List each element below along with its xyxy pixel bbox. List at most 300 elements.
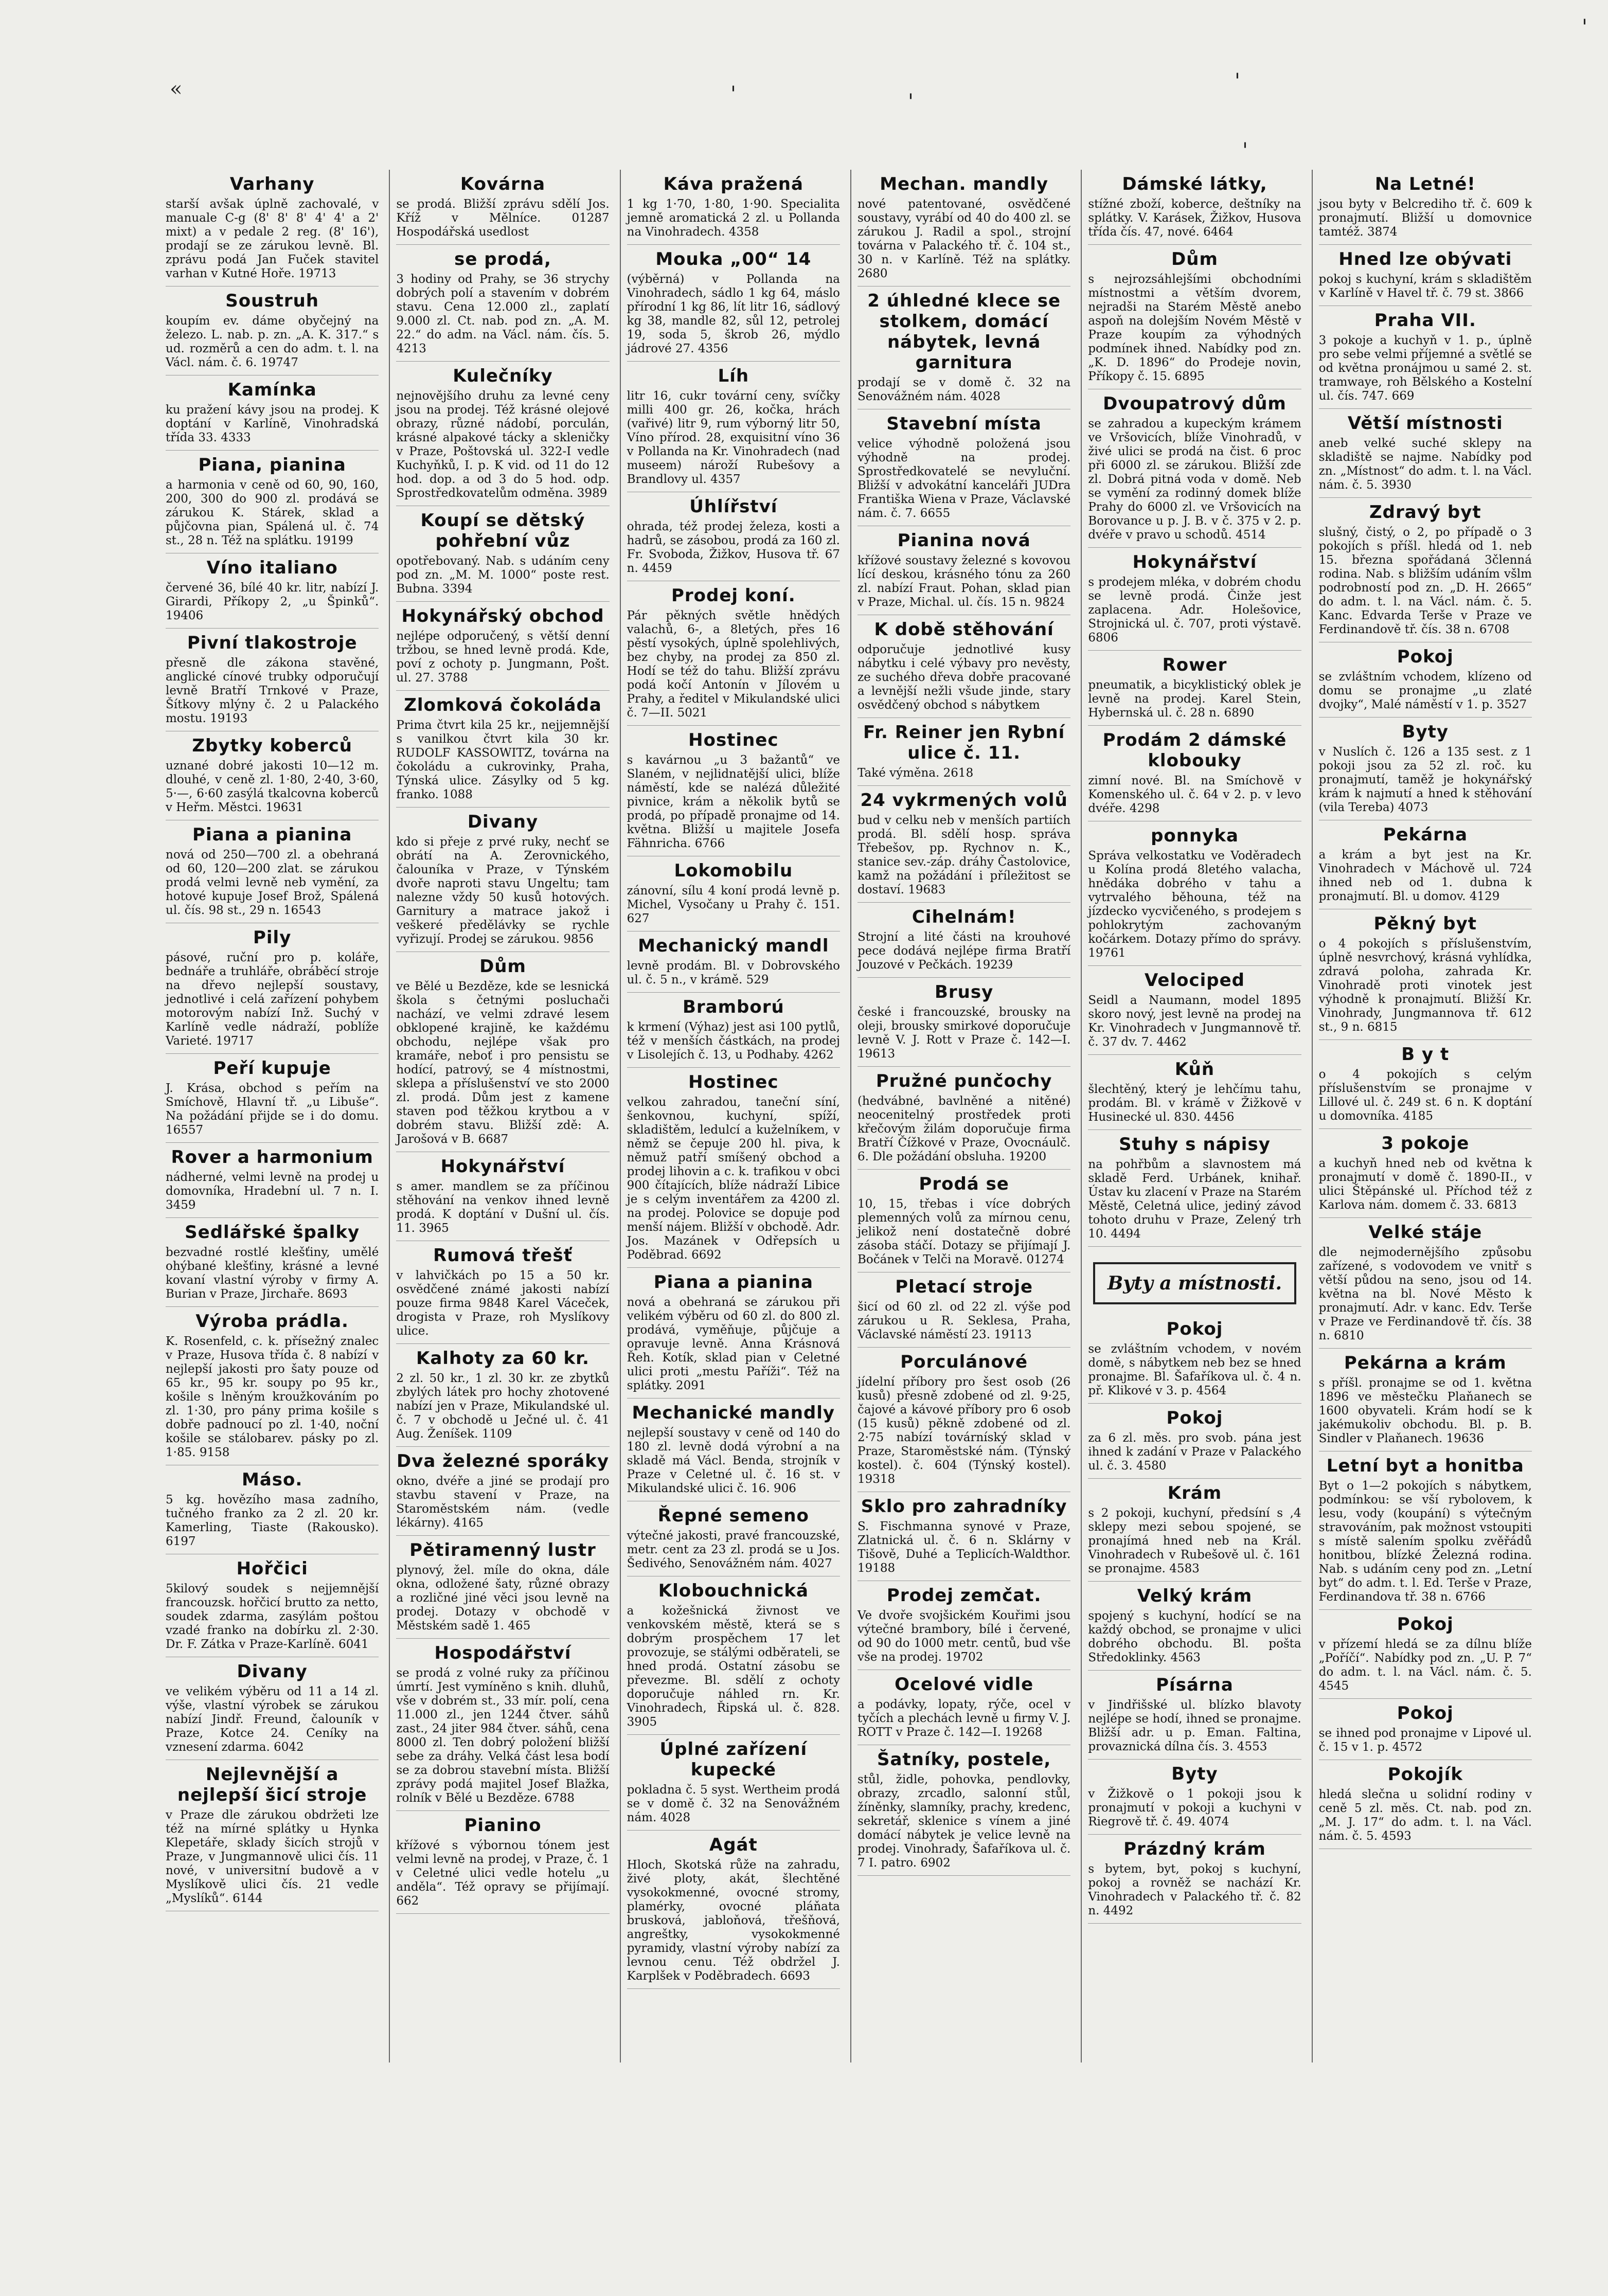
ad-heading: Zbytky koberců [192,736,352,756]
ad-heading: Pivní tlakostroje [187,633,358,653]
ad-text: šicí od 60 zl. od 22 zl. výše pod zárukou u R. Seklesa, Praha, Václavské náměstí 23. 19113 [857,1300,1071,1341]
classified-ad [166,731,379,820]
classified-ad [857,978,1070,1067]
ad-heading: Pokoj [1166,1408,1223,1428]
ad-heading: 3 pokoje [1381,1133,1470,1154]
ad-heading: Pokoj [1397,647,1454,667]
classified-ad [166,286,379,375]
ad-text: velice výhodně položená jsou výhodně na prodej. Sprostředkovatelé se nevyluční. Bližší v advokátní kanceláři JUDra Františka Wiena v Praze, Václavské nám. č. 7. 6655 [857,437,1071,520]
ad-column [620,170,846,2062]
ad-text: s prodejem mléka, v dobrém chodu se levně prodá. Činže jest zaplacena. Adr. Holešovice, Strojnická ul. č. 707, proti výstavě. 6806 [1088,576,1301,644]
classified-ad [1319,306,1532,409]
ad-heading: Na Letné! [1374,174,1476,194]
classified-ad [166,1054,379,1143]
ad-heading: Pletací stroje [895,1277,1033,1297]
classified-ad [857,1170,1070,1272]
ad-text: 3 pokoje a kuchyň v 1. p., úplně pro sebe velmi příjemné a světlé se od května pronájmou u samé 2. st. tramwaye, roh Bělského a Kostelní ul. čís. 747. 669 [1318,334,1532,403]
ad-text: české i francouzské, brousky na oleji, brousky smirkové doporučuje levně V. J. Rott v Praze č. 142—I. 19613 [857,1006,1071,1061]
ad-text: ve Bělé u Bezděze, kde se lesnická škola s četnými posluchači nachází, ve velmi zdravé lesem obklopené krajině, ke každému obchodu, nejlépe však pro kramáře, neboť i pro pensistu se hodící, patrový, se 4 místnostmi, sklepa a příslušenství ve sto 2000 zl. prodá. Dům jest z kamene staven pod těžkou krytbou a v dobrém stavu. Bližší zdě: A. Jarošová v B. 6687 [396,980,610,1146]
classified-ad [857,1670,1070,1745]
ad-heading: Kůň [1174,1059,1215,1080]
ad-heading: Písárna [1156,1675,1234,1695]
ad-text: hledá slečna u solidní rodiny v ceně 5 zl. měs. Ct. nab. pod zn. „M. J. 17“ do adm. t. l. na Václ. nám. č. 5. 4593 [1318,1788,1532,1843]
ad-text: v Nuslích č. 126 a 135 sest. z 1 pokoji jsou za 52 zl. roč. ku pronajmutí, taměž je hokynářský krám k najmutí a hned k stěhování (vila Tereba) 4073 [1318,745,1532,814]
classified-ad [396,1447,609,1536]
ad-text: 5 kg. hovězího masa zadního, tučného franko za 2 zl. 20 kr. Kamerling, Tiaste (Rakousko). 6197 [166,1493,379,1548]
ad-heading: Byty [1402,722,1449,742]
ad-heading: Pokoj [1397,1703,1454,1724]
classified-ad [627,170,840,245]
ad-heading: Dvoupatrový dům [1103,393,1287,414]
classified-ad [1088,1835,1301,1924]
ad-text: aneb velké suché sklepy na skladiště se najme. Nabídky pod zn. „Místnost“ do adm. t. l. na Václ. nám. č. 5. 3930 [1318,437,1532,492]
ad-text: kdo si přeje z prvé ruky, nechť se obrátí na A. Zerovnického, čalouníka v Praze, v Týnském dvoře naproti stavu Ungeltu; tam nalezne vždy 50 kusů hotových. Garnitury a matrace jakož i veškeré předělávky se rychle vyřizují. Prodej se zárukou. 9856 [396,835,610,946]
classified-ad [1319,1129,1532,1218]
ad-text: odporučuje jednotlivé kusy nábytku i celé výbavy pro nevěsty, ze suchého dřeva dobře pracované a levnější nežli všude jinde, stary osvědčený obchod s nábytkem [857,643,1071,712]
classified-ad [1088,245,1301,389]
classified-ad [166,820,379,923]
ad-heading: Stavební místa [886,414,1042,434]
ad-heading: 2 úhledné klece se stolkem, domácí nábytek, levná garnitura [867,291,1061,373]
ad-text: Správa velkostatku ve Voděradech u Kolína prodá 8letého valacha, hnědáka dobrého v tahu a vytrvalého běhouna, též na jízdecko vycvičeného, s prodejem s pohlokrytým zachovaným kočárkem. Dotazy přímo do správy. 19761 [1088,849,1301,960]
ad-heading: Kalhoty za 60 kr. [416,1348,589,1369]
ad-heading: Líh [718,366,749,386]
ad-text: slušný, čistý, o 2, po případě o 3 pokojích s příšl. hledá od 1. neb 15. března spořádaná 3členná rodina. Nab. s bližším udáním všlm podrobností pod zn. „D. H. 2665“ do adm. t. l. na Václ. nám. č. 5. Kanc. Edvarda Terše v Praze ve Ferdinandově tř. čís. 38 n. 6708 [1318,526,1532,636]
classified-ad [1088,548,1301,651]
ad-heading: Letní byt a honitba [1326,1456,1524,1476]
ad-heading: Piana, pianina [198,455,346,475]
ad-heading: Fr. Reiner jen Rybní ulice č. 11. [863,722,1065,763]
ad-heading: Koupí se dětský pohřební vůz [420,510,585,551]
classified-ad [627,993,840,1068]
ad-heading: Velociped [1144,970,1245,991]
ad-text: nová a obehraná se zárukou při velikém výběru od 60 zl. do 800 zl. prodává, vyměňuje, půjčuje a opravuje levně. Anna Krásnová Řeh. Kotík, sklad pian v Celetné ulici proti „mestu Paříži“. Též na splátky. 2091 [627,1296,840,1392]
ad-text: a podávky, lopaty, rýče, ocel v tyčích a plechách levně u firmy V. J. ROTT v Praze č. 142—I. 19268 [857,1698,1071,1739]
classified-ad [1319,820,1532,909]
print-mark: ' [1242,139,1248,163]
classified-ad [1319,1610,1532,1699]
ad-text: s nejrozsáhlejšími obchodními místnostmi a větším dvorem, nejradši na Starém Městě anebo aspoň na dolejším Novém Městě v Praze koupím za výhodných podmínek ihned. Nabídky pod zn. „K. D. 1896“ do Prodeje novin, Příkopy č. 15. 6895 [1088,273,1301,383]
classified-ad [627,931,840,993]
classified-ad [1319,718,1532,820]
ad-heading: Mechanické mandly [632,1403,835,1423]
ad-text: S. Fischmanna synové v Praze, Zlatnická ul. č. 6 n. Sklárny v Tišově, Duhé a Teplicích-Waldthor. 19188 [857,1520,1071,1575]
ad-text: bezvadné rostlé klešťiny, umělé ohýbané klešťiny, krásné a levné kovaní vlastní výroby v firmy A. Burian v Praze, Jirchaře. 8693 [166,1246,379,1301]
ad-text: se prodá z volné ruky za příčinou úmrtí. Jest vymíněno s knih. dluhů, vše v dobrém st., 33 mír. polí, cena 11.000 zl., jen 1244 čtver. sáhů zast., 24 jiter 984 čtver. sáhů, cena 8000 zl. Ten dobrý položení bližší sebe za dráhy. Velká část lesa bodí se za dobrou stavební místa. Bližší zprávy podá majitel Josef Blažka, rolník v Bělé u Bezděze. 6788 [396,1666,610,1805]
ad-text: Seidl a Naumann, model 1895 skoro nový, jest levně na prodej na Kr. Vinohradech v Jungmannově tř. č. 37 dv. 7. 4462 [1088,994,1301,1049]
ad-heading: Mechanický mandl [638,936,829,956]
ad-text: 3 hodiny od Prahy, se 36 strychy dobrých polí a stavením v dobrém stavu. Cena 12.000 zl., zaplatí 9.000 zl. Ct. nab. pod zn. „A. M. 22.“ do adm. na Václ. nám. čís. 5. 4213 [396,273,610,355]
ad-text: velkou zahradou, taneční síní, šenkovnou, kuchyní, spíží, skladištěm, ledulcí a kuželníkem, v němž se čepuje 200 hl. piva, k němuž patří smíšený obchod a prodej lihovin a c. k. trafikou v obci 900 čítajících, blíže nádraží Libice je s celým inventářem za 4200 zl. na prodej. Polovice se dopuje pod menší nájem. Bližší v obchodě. Adr. Jos. Mazánek v Odřepsích u Poděbrad. 6692 [627,1096,840,1262]
ad-text: ohrada, též prodej železa, kosti a hadrů, se zásobou, prodá za 160 zl. Fr. Svoboda, Žižkov, Husova tř. 67 n. 4459 [627,520,840,575]
classified-ad [1319,1040,1532,1129]
ad-heading: Mechan. mandly [880,174,1049,194]
classified-ad [1088,726,1301,821]
ad-heading: Velké stáje [1368,1222,1482,1243]
ad-text: červené 36, bílé 40 kr. litr, nabízí J. Girardi, Příkopy 2, „u Špinků“. 19406 [166,581,379,622]
ad-heading: Úplné zařízení kupecké [659,1739,808,1780]
ad-text: nejlepší soustavy v ceně od 140 do 180 zl. levně dodá výrobní a na skladě má Václ. Benda, strojník v Praze v Celetné ul. č. 16 st. v Mikulandské ulici č. 16. 906 [627,1426,840,1495]
ad-heading: Nejlevnější a nejlepší šicí stroje [177,1764,367,1805]
classified-ad [166,1657,379,1760]
ad-heading: Řepné semeno [657,1505,809,1526]
ad-text: s amer. mandlem se za příčinou stěhování na venkov ihned levně prodá. K doptání v Dušní ul. čís. 11. 3965 [396,1180,610,1235]
ad-text: a harmonia v ceně od 60, 90, 160, 200, 300 do 900 zl. prodává se zárukou K. Stárek, sklad a půjčovna pian, Spálená ul. č. 74 st., 28 n. Též na splátku. 19199 [166,478,379,547]
ad-heading: Porculánové [900,1352,1028,1372]
ad-text: zimní nové. Bl. na Smíchově v Komenského ul. č. 64 v 2. p. v levo dvéře. 4298 [1088,774,1301,815]
ad-heading: Rower [1162,655,1227,675]
ad-column [1081,170,1307,2062]
ad-heading: Máso. [242,1469,303,1490]
classified-ad [396,245,609,362]
ad-text: stůl, židle, pohovka, pendlovky, obrazy, zrcadlo, salonní stůl, žíněnky, slamníky, prachy, kredenc, sekretář, sklenice s vínem a jiné domácí nábytek je velice levně na prodej. Vinohrady, Šafaříkova ul. č. 7 I. patro. 6902 [857,1773,1071,1870]
ad-text: 2 zl. 50 kr., 1 zl. 30 kr. ze zbytků zbylých látek pro hochy zhotovené nabízí jen v Praze, Mikulandské ul. č. 7 v obchodě u Ječné ul. č. 41 Aug. Ženíšek. 1109 [396,1372,610,1441]
classified-ad [1319,409,1532,498]
classified-ad [396,1536,609,1639]
classified-ad [627,1268,840,1398]
ad-heading: Káva pražená [663,174,803,194]
ad-text: litr 16, cukr tovární ceny, svíčky milli 400 gr. 26, kočka, hrách (vařivé) litr 9, rum výborný litr 50, Víno přírod. 28, exquisitní víno 36 v Pollanda na Kr. Vinohradech (nad museem) nároží Rubešovy a Brandlovy ul. 4357 [627,389,840,486]
ad-heading: Sedlářské špalky [185,1222,360,1243]
ad-heading: Pěkný byt [1373,913,1477,934]
ad-text: nejnovějšího druhu za levné ceny jsou na prodej. Též krásné olejové obrazy, různé nádobí, porculán, krásné alpakové tácky a skleničky v Praze, Poštovská ul. 322-I vedle Kuchyňků, I. p. K vid. od 11 do 12 hod. dop. a od 3 do 5 hod. odp. Sprostředkovatelům odměna. 3989 [396,389,610,500]
ad-heading: Šatníky, postele, [877,1749,1051,1770]
ad-heading: Dva železné sporáky [396,1451,610,1472]
print-mark: ' [730,82,736,106]
ad-text: na pohřbům a slavnostem má skladě Ferd. Urbánek, knihař. Ústav ku zlacení v Praze na Starém Městě, Celetná ulice, jediný závod tohoto druhu v Praze, Zelený trh 10. 4494 [1088,1158,1301,1241]
ad-heading: Pětiramenný lustr [409,1540,596,1560]
classified-ad [627,492,840,581]
ad-heading: Prodám 2 dámské klobouky [1102,730,1287,771]
ad-text: pásové, ruční pro p. koláře, bednáře a truhláře, obráběcí stroje na dřevo nejlepší soustavy, jednotlivé i celá zařízení pohybem motorovým nabízí Inž. Suchý v Karlíně vedle nádraží, poblíže Varieté. 19717 [166,951,379,1048]
classified-ad [1088,1760,1301,1835]
ad-text: s příšl. pronajme se od 1. května 1896 ve městečku Plaňanech se 1600 obyvateli. Krám hodí se k jakémukoliv obchodu. Bl. p. B. Sindler v Plaňanech. 19636 [1318,1376,1532,1445]
ad-text: nová od 250—700 zl. a obehraná od 60, 120—200 zlat. se zárukou prodá velmi levně neb vymění, za hotové kupuje Josef Brož, Spálená ul. čís. 98 st., 29 n. 16543 [166,848,379,917]
ad-text: 10, 15, třebas i více dobrých plemenných volů za mírnou cenu, jelikož není dostatečně dobré zásoba stáčí. Dotazy se přijímají J. Bočánek v Telči na Moravě. 01274 [857,1197,1071,1266]
ad-heading: Prázdný krám [1123,1839,1266,1859]
classified-ad [1088,966,1301,1055]
ad-text: Hloch, Skotská růže na zahradu, živé ploty, akát, šlechtěné vysokokmenné, ovocné stromy, plamérky, ovocné pláňata brusková, jabloňová, třešňová, angreštky, vysokokmenné pyramidy, vlastní výroby nabízí za levnou cenu. Též obdržel J. Karplšek v Poděbradech. 6693 [627,1858,840,1983]
ad-heading: K době stěhování [874,619,1054,640]
classified-ad [166,629,379,731]
classified-ad [1088,1479,1301,1582]
ad-text: přesně dle zákona stavěné, anglické cínové trubky odporučují levně Bratří Trnkové v Praze, Šítkovy mlýny č. 2 u Palackého mostu. 19193 [166,656,379,725]
ad-text: ku pražení kávy jsou na prodej. K doptání v Karlíně, Vinohradská třída 33. 4333 [166,403,379,444]
classified-ad [166,1554,379,1657]
ad-heading: Kulečníky [453,366,553,386]
classified-ad [857,1581,1070,1670]
ad-text: jídelní příbory pro šest osob (26 kusů) přesně zdobené od zl. 9·25, čajové a kávové příbory pro 6 osob (15 kusů) pěkně zdobené od zl. 2·75 nabízí továrníský sklad v Praze, Staroměstské nám. (Týnský kostel). č. 604 (Týnský kostel). 19318 [857,1375,1071,1486]
ad-text: za 6 zl. měs. pro svob. pána jest ihned k zadání v Praze v Palackého ul. č. 3. 4580 [1088,1431,1301,1473]
classified-ad [627,1576,840,1735]
ad-heading: Hokynářství [440,1156,565,1177]
ad-heading: Ocelové vidle [895,1674,1034,1695]
ad-text: opotřebovaný. Nab. s udáním ceny pod zn. „M. M. 1000“ poste rest. Bubna. 3394 [396,554,610,596]
ad-heading: Dámské látky, [1122,174,1267,194]
ad-text: bud v celku neb v menších partiích prodá. Bl. sdělí hosp. správa Třebešov, pp. Rychnov n. K., stanice sev.-záp. dráhy Častolovice, kamž na požádání i příležitost se dostaví. 19683 [857,814,1071,896]
classified-ad [396,808,609,952]
ad-text: uznané dobré jakosti 10—12 m. dlouhé, v ceně zl. 1·80, 2·40, 3·60, 5·—, 6·60 zasýlá tkalcovna koberců v Heřm. Městci. 19631 [166,759,379,814]
ad-heading: Pianino [464,1815,542,1836]
classified-ad [857,1067,1070,1170]
classified-ad [166,1465,379,1554]
ad-text: nádherné, velmi levně na prodej u domovníka, Hradební ul. 7 n. I. 3459 [166,1171,379,1212]
ad-text: v Žižkově o 1 pokoji jsou k pronajmutí v pokoji a kuchyni v Riegrově tř. č. 49. 4074 [1088,1787,1301,1828]
classified-ad [627,362,840,492]
ad-heading: Prodej koní. [671,585,796,606]
ad-text: okno, dvéře a jiné se prodají pro stavbu stavení v Praze, na Staroměstském nám. (vedle lékárny). 4165 [396,1475,610,1530]
ad-text: se ihned pod pronajme v Lipové ul. č. 15 v 1. p. 4572 [1318,1727,1532,1754]
ad-text: stížné zboží, koberce, deštníky na splátky. V. Karásek, Žižkov, Husova třída čís. 47, nové. 6464 [1088,198,1301,239]
ad-text: Také výměna. 2618 [857,766,974,780]
ad-text: nové patentované, osvědčené soustavy, vyrábí od 40 do 400 zl. se zárukou J. Radil a spol., strojní továrna v Palackého tř. č. 104 st., 30 n. v Karlíně. Též na splátky. 2680 [857,198,1071,280]
ad-column [1312,170,1538,2062]
ad-text: o 4 pokojích s celým příslušenstvím se pronajme v Lillové ul. č. 249 st. 6 n. K doptání u domovníka. 4185 [1318,1068,1532,1123]
classified-ad [857,286,1070,409]
classified-ads-page [159,170,1538,2062]
classified-ad [857,786,1070,903]
ad-text: a kožešnická živnost ve venkovském městě, která se s dobrým prospěchem 17 let provozuje, se stálými odběrateli, se hned prodá. Ostatní zásobu se převezme. Bl. sdělí z ochoty doporučuje náhled rn. Kr. Vinohradech, Řipská ul. č. 828. 3905 [627,1604,840,1729]
classified-ad [1319,1760,1532,1849]
classified-ad [1319,1218,1532,1349]
classified-ad [627,1398,840,1501]
ad-text: se zvláštním vchodem, v novém domě, s nábytkem neb bez se hned pronajme. Bl. Šafaříkova ul. č. 4 n. př. Klikové v 3. p. 4564 [1088,1342,1301,1397]
ad-text: Byt o 1—2 pokojích s nábytkem, podmínkou: se vší rybolovem, k lesu, vody (koupání) s výtečným stravováním, pak možnost vstoupiti s místě salením spolku zvěřádů honitbou, blízké Železná rodina. Nab. s udáním ceny pod zn. „Letní byt“ do adm. t. l. Ed. Terše v Praze, Ferdinandova tř. 38 n. 6766 [1318,1479,1532,1604]
ad-heading: Hostinec [688,1072,779,1092]
ad-text: pneumatik, a bicyklistický oblek je levně na prodej. Karel Stein, Hybernská ul. č. 28 n. 6890 [1088,678,1301,720]
classified-ad [396,691,609,808]
ad-text: s 2 pokoji, kuchyní, předsíní s ,4 sklepy mezi sebou spojené, se pronajímá hned neb na Král. Vinohradech v Rubešově ul. č. 161 se pronajme. 4583 [1088,1506,1301,1575]
ad-text: a krám a byt jest na Kr. Vinohradech v Máchově ul. 724 ihned neb od 1. dubna k pronajmutí. Bl. u domov. 4129 [1318,848,1532,903]
ad-heading: Pokojík [1387,1764,1463,1785]
ad-heading: Soustruh [225,291,319,311]
classified-ad [857,1492,1070,1581]
ad-heading: Pokoj [1397,1614,1454,1635]
classified-ad [396,170,609,245]
ad-text: se prodá. Bližší zprávu sdělí Jos. Kříž v Mělníce. 01287 Hospodářská usedlost [396,198,610,239]
classified-ad [1319,1451,1532,1610]
classified-ad [1088,1671,1301,1760]
ad-heading: Zdravý byt [1369,502,1481,523]
ad-heading: Varhany [229,174,315,194]
ad-text: výtečné jakosti, pravé francouzské, metr. cent za 23 zl. prodá se u Jos. Šedivého, Senovážném nám. 4027 [627,1529,840,1570]
classified-ad [396,1152,609,1241]
ad-heading: Divany [237,1661,308,1682]
classified-ad [396,362,609,506]
ad-text: pokoj s kuchyní, krám s skladištěm v Karlíně v Havel tř. č. 79 st. 3866 [1318,273,1532,300]
ad-text: Ve dvoře svojšickém Kouřimi jsou výtečné brambory, bílé i červené, od 90 do 1000 metr. centů, bud vše vše na prodej. 19702 [857,1609,1071,1664]
ad-heading: se prodá, [454,249,551,270]
classified-ad [857,526,1070,615]
ad-heading: Pily [253,927,292,948]
classified-ad [396,1241,609,1344]
ad-text: starší avšak úplně zachovalé, v manuale C-g (8' 8' 8' 4' 4' a 2' mixt) a v pedale 2 reg. (8' 16'), prodají se ze zárukou levně. Bl. zprávu podá Jan Fuček stavitel varhan v Kutné Hoře. 19713 [166,198,379,280]
ad-heading: Hokynářský obchod [401,606,604,626]
classified-ad [166,553,379,629]
ad-heading: Prodá se [919,1174,1009,1194]
ad-text: spojený s kuchyní, hodící se na každý obchod, se pronajme v ulici dobrého obchodu. Bl. pošta Středoklinky. 4563 [1088,1609,1301,1664]
classified-ad [1088,1130,1301,1247]
ad-text: (hedvábné, bavlněné a nitěné) neocenitelný prostředek proti křečovým žilám doporučuje firma Bratří Čížkové v Praze, Ovocnáulč. 6. Dle požádání obsluha. 19200 [857,1095,1071,1163]
ad-heading: Dům [479,956,526,977]
ad-text: 1 kg 1·70, 1·80, 1·90. Specialita jemně aromatická 2 zl. u Pollanda na Vinohradech. 4358 [627,198,840,239]
ad-text: zánovní, sílu 4 koní prodá levně p. Michel, Vysočany u Prahy č. 151. 627 [627,884,840,925]
classified-ad [1088,389,1301,548]
print-mark: ' [1235,69,1240,93]
ad-text: nejlépe odporučený, s větší denní tržbou, se hned levně prodá. Kde, poví z ochoty p. Jungmann, Pošt. ul. 27. 3788 [396,630,610,685]
classified-ad [1319,170,1532,245]
ad-heading: Krám [1167,1483,1222,1503]
classified-ad [857,903,1070,978]
ad-heading: Pekárna a krám [1344,1353,1507,1373]
classified-ad [396,506,609,602]
ad-text: o 4 pokojích s příslušenstvím, úplně nesvrchový, krásná vyhlídka, zdravá poloha, zahrada Kr. Vinohradě proti vinotek jest výhodně k pronajmutí. Bližší Kr. Vinohrady, Jungmannova tř. 612 st., 9 n. 6815 [1318,937,1532,1034]
ad-text: v Praze dle zárukou obdržeti lze též na mírné splátky u Hynka Klepetáře, sklady šicích strojů v Praze, v Jungmannově ulici čís. 11 nové, v universitní budově a v Myslíkově ulici čís. 21 vedle „Myslíků“. 6144 [166,1808,379,1905]
ad-heading: Kovárna [460,174,546,194]
ad-heading: Praha VII. [1374,310,1476,331]
ad-heading: Hořčici [236,1558,308,1579]
classified-ad [857,1272,1070,1348]
classified-ad [1319,1699,1532,1760]
ad-heading: Piana a pianina [192,824,352,845]
ad-heading: Velký krám [1137,1586,1253,1606]
ad-heading: Prodej zemčat. [886,1585,1042,1606]
ad-heading: Hned lze obývati [1338,249,1512,270]
classified-ad [1088,170,1301,245]
ad-heading: Bramború [682,997,784,1017]
classified-ad [857,1745,1070,1876]
classified-ad [1319,642,1532,718]
ad-text: s bytem, byt, pokoj s kuchyní, pokoj a rovněž se nachází Kr. Vinohradech v Palackého tř. č. 82 n. 4492 [1088,1862,1301,1917]
ad-text: a kuchyň hned neb od května k pronajmutí v domě č. 1890-II., v ulici Štěpánské ul. Příchod též z Karlova nám. domem č. 33. 6813 [1318,1157,1532,1212]
ad-text: v přízemí hledá se za dílnu blíže „Poříčí“. Nabídky pod zn. „U. P. 7“ do adm. t. l. na Václ. nám. č. 5. 4545 [1318,1638,1532,1693]
ad-text: dle nejmodernějšího způsobu zařízené, s vodovodem ve vnitř s větší půdou na seno, jsou od 14. května na bl. Nové Město k pronajmutí. Adr. v kanc. Edv. Terše v Praze ve Ferdinandově tř. čís. 38 n. 6810 [1318,1246,1532,1342]
ad-text: se zahradou a kupeckým krámem ve Vršovicích, blíže Vinohradů, v živé ulici se prodá na čist. 6 proc při 6000 zl. se zárukou. Bližší zde zl. Dobrá pitná voda v domě. Neb se vymění za rodinný domek blíže Prahy do 6000 zl. ve Vršovicích na Borovance u p. J. B. v č. 375 v 2. p. dvéře v pravo u schodů. 4514 [1088,417,1301,542]
ad-heading: Rover a harmonium [171,1147,373,1168]
ad-text: v lahvičkách po 15 a 50 kr. osvědčené známé jakosti nabízí pouze firma 9848 Karel Váceček, drogista v Praze, roh Myslíkovy ulice. [396,1269,610,1338]
ad-text: pokladna č. 5 syst. Wertheim prodá se v domě č. 32 na Senovážném nám. 4028 [627,1783,840,1824]
ad-text: J. Krása, obchod s peřím na Smíchově, Hlavní tř. „u Libuše“. Na požádání přijde se i do domu. 16557 [166,1082,379,1137]
ad-heading: Pružné punčochy [876,1071,1052,1091]
classified-ad [627,726,840,856]
classified-ad [627,1831,840,1989]
ad-heading: Sklo pro zahradníky [861,1496,1067,1517]
classified-ad [166,923,379,1054]
classified-ad [166,451,379,553]
ad-column [850,170,1077,2062]
classified-ad [857,409,1070,526]
print-mark: « [170,77,183,101]
ad-text: k krmení (Výhaz) jest asi 100 pytlů, též v menších částkách, na prodej v Lisolejích č. 13, u Podhaby. 4262 [627,1020,840,1062]
ad-heading: Výroba prádla. [195,1311,349,1332]
ad-heading: Úhlířství [689,496,778,517]
classified-ad [627,1735,840,1831]
classified-ad [166,1143,379,1218]
ad-heading: Byty [1171,1764,1218,1784]
ad-text: plynový, žel. míle do okna, dále okna, odložené šaty, různé obrazy a rozličné jiné věci jsou levně na prodej. Dotazy v obchodě v Městském sadě 1. 465 [396,1564,610,1633]
ad-text: prodají se v domě č. 32 na Senovážném nám. 4028 [857,376,1071,403]
classified-ad [857,1348,1070,1492]
ad-heading: Hospodářství [434,1643,571,1663]
classified-ad [1088,1315,1301,1404]
ad-heading: Lokomobilu [674,860,793,881]
classified-ad [1088,821,1301,966]
ad-text: K. Rosenfeld, c. k. přísežný znalec v Praze, Husova třída č. 8 nabízí v nejlepší jakosti pro šaty pouze od 65 kr., 95 kr. soupy po 95 kr., košile s lněným kroužkováním po zl. 1·30, pro pány prima košile s dobře padnoucí po zl. 1·40, noční košile se stálobarev. pásky po zl. 1·85. 9158 [166,1335,379,1459]
ad-heading: Pianina nová [897,530,1031,551]
classified-ad [1319,245,1532,306]
ad-text: Strojní a lité části na krouhové pece dodává nejlépe firma Bratří Jouzové v Pečkách. 19239 [857,930,1071,972]
classified-ad [396,602,609,691]
ad-text: s kavárnou „u 3 bažantů“ ve Slaném, v nejlidnatější ulici, blíže náměstí, kde se nalézá důležité pivnice, krám a několik bytů se prodá, po případě pronajme od 14. května. Bližší u majitele Josefa Fähnricha. 6766 [627,754,840,850]
classified-ad [627,581,840,726]
print-mark: ' [908,90,914,114]
ad-heading: Divany [467,812,539,832]
classified-ad [396,1639,609,1811]
ad-text: šlechtěný, který je lehčímu tahu, prodám. Bl. v krámě v Žižkově v Husinecké ul. 830. 4456 [1088,1083,1301,1124]
ad-text: Prima čtvrt kila 25 kr., nejjemnější s vanilkou čtvrt kila 30 kr. RUDOLF KASSOWITZ, továrna na čokoládu a cukrovinky, Praha, Týnská ulice. Zásylky od 5 kg. franko. 1088 [396,719,610,801]
classified-ad [1088,1582,1301,1671]
classified-ad [396,952,609,1152]
classified-ad [1088,651,1301,726]
ad-text: křížové s výbornou tónem jest velmi levně na prodej, v Praze, č. 1 v Celetné ulici vedle hotelu „u anděla“. Též opravy se přijímají. 662 [396,1839,610,1908]
ad-heading: Cihelnám! [912,907,1016,927]
ad-heading: Stuhy s nápisy [1119,1134,1271,1155]
ad-text: Pár pěkných světle hnědých valachů, 6-, a 8letých, přes 16 pěstí vysokých, úplně spolehlivých, bez chyby, na prodej za 850 zl. Hodí se též do tahu. Bližší zprávu podá kočí Antonín v Jílovém u Prahy, a ředitel v Mikulandské ulici č. 7—II. 5021 [627,609,840,720]
classified-ad [627,245,840,362]
ad-heading: B y t [1401,1044,1450,1065]
classified-ad [1319,1349,1532,1451]
classified-ad [1319,909,1532,1040]
ad-text: jsou byty v Belcrediho tř. č. 609 k pronajmutí. Bližší u domovnice tamtéž. 3874 [1318,198,1532,239]
classified-ad [627,1068,840,1268]
classified-ad [1319,498,1532,642]
ad-heading: Víno italiano [206,558,338,578]
ad-text: (výběrná) v Pollanda na Vinohradech, sádlo 1 kg 64, máslo přírodní 1 kg 86, lít litr 16, sádlový kg 38, mandle 82, sůl 12, petrolej 19, soda 5, škrob 26, mýdlo jádrové 27. 4356 [627,273,840,355]
classified-ad [627,1501,840,1576]
print-mark: ' [1582,15,1587,39]
classified-ad [166,1307,379,1465]
classified-ad [166,1218,379,1307]
ad-heading: Hostinec [688,730,779,750]
ad-heading: Agát [709,1835,758,1855]
ad-heading: Rumová třešť [433,1245,573,1266]
ad-heading: Pokoj [1166,1319,1223,1339]
ad-heading: Hokynářství [1132,552,1257,572]
ad-heading: Zlomková čokoláda [404,695,602,715]
ad-heading: Větší místnosti [1347,413,1503,434]
classified-ad [396,1344,609,1447]
ad-text: 5kilový soudek s nejjemnější francouzsk. hořčicí brutto za netto, soudek zdarma, zasýlám poštou vzadé franko na dobírku zl. 2·30. Dr. F. Zátka v Praze-Karlíně. 6041 [166,1582,379,1651]
ad-text: křížové soustavy železné s kovovou lící deskou, krásného tónu za 260 zl. nabízí Fraut. Pohan, sklad pian v Praze, Michal. ul. čís. 15 n. 9824 [857,554,1071,609]
classified-ad [1088,1055,1301,1130]
ad-heading: Brusy [935,982,994,1002]
ad-column [389,170,615,2062]
ad-heading: Pekárna [1383,824,1468,845]
ad-text: v Jindřišské ul. blízko blavoty nejlépe se hodí, ihned se pronajme. Bližší adr. u p. Eman. Faltina, provaznická dílna čís. 3. 4553 [1088,1698,1301,1753]
classified-ad [166,375,379,451]
ad-column [159,170,385,2062]
classified-ad [857,718,1070,786]
ad-heading: Mouka „00“ 14 [655,249,812,270]
classified-ad [857,170,1070,286]
ad-heading: Dům [1171,249,1218,270]
ad-text: koupím ev. dáme obyčejný na železo. L. nab. p. zn. „A. K. 317.“ s ud. rozměrů a cen do adm. t. l. na Václ. nám. č. 6. 19747 [166,314,379,369]
ad-text: ve velikém výběru od 11 a 14 zl. výše, vlastní výrobek se zárukou nabízí Jindř. Freund, čalouník v Praze, Kotce 24. Ceníky na vznesení zdarma. 6042 [166,1685,379,1754]
classified-ad [166,170,379,286]
section-header-housing: Byty a místnosti. [1093,1262,1296,1304]
ad-heading: 24 vykrmených volů [860,790,1068,811]
classified-ad [1088,1404,1301,1479]
